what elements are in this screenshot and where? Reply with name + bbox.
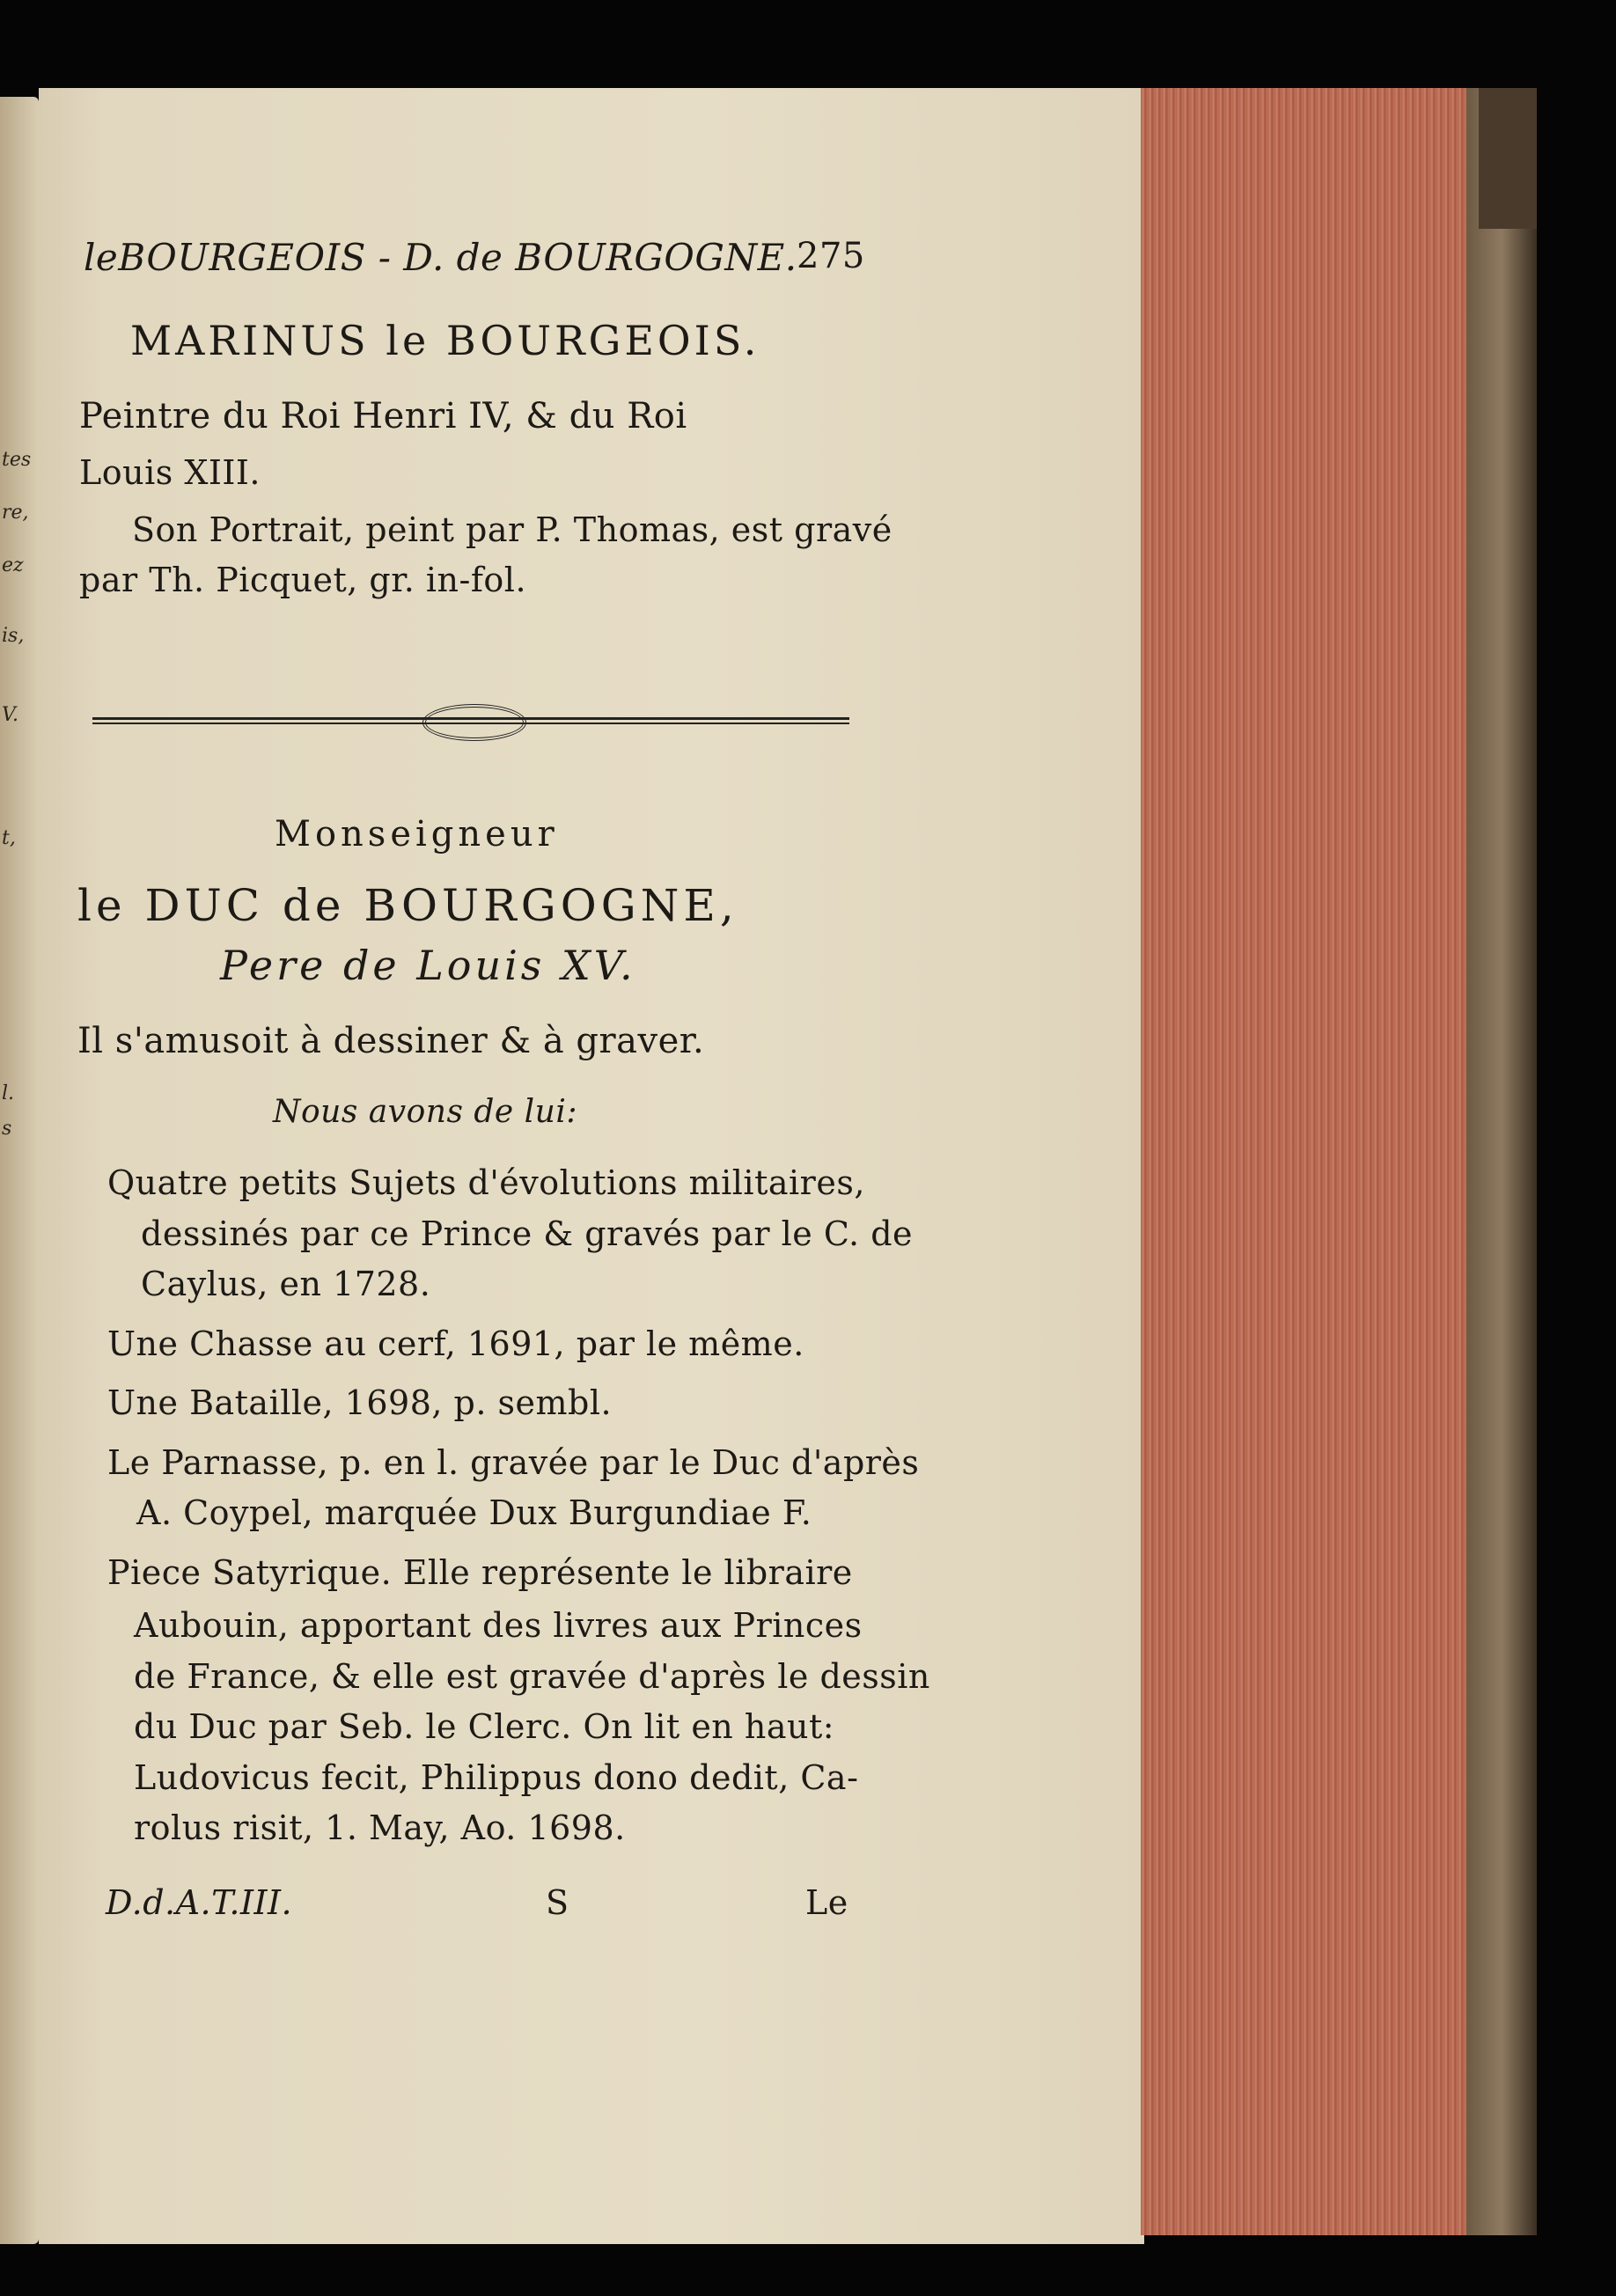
previous-page-edge (0, 97, 39, 2244)
list-item: de France, & elle est gravée d'après le dessin (134, 1657, 930, 1696)
subheading: Nous avons de lui: (273, 1094, 577, 1130)
list-item: Ludovicus fecit, Philippus dono dedit, Ca- (134, 1758, 859, 1797)
prev-fragment: tes (2, 449, 32, 471)
list-item: Aubouin, apportant des livres aux Princes (134, 1606, 863, 1645)
list-item: du Duc par Seb. le Clerc. On lit en haut: (134, 1707, 835, 1746)
entry-text: Louis XIII. (79, 453, 261, 492)
catchword: Le (805, 1883, 848, 1922)
entry-text: par Th. Picquet, gr. in-fol. (79, 561, 527, 599)
prev-fragment: V. (2, 704, 19, 726)
page-number: 275 (797, 236, 865, 276)
entry-subtitle: Pere de Louis XV. (220, 942, 636, 989)
prev-fragment: is, (2, 625, 25, 647)
list-item: Le Parnasse, p. en l. gravée par le Duc d'après (107, 1443, 920, 1482)
signature-mark: D.d.A.T.III. (106, 1883, 293, 1922)
list-item: Une Bataille, 1698, p. sembl. (107, 1383, 613, 1422)
page-block-edge (1141, 88, 1466, 2235)
list-item: Une Chasse au cerf, 1691, par le même. (107, 1324, 804, 1363)
prev-fragment: s (2, 1118, 12, 1140)
list-item: Caylus, en 1728. (141, 1265, 431, 1303)
list-item: Piece Satyrique. Elle représente le libraire (107, 1553, 853, 1592)
entry-title: le DUC de BOURGOGNE, (77, 880, 738, 931)
entry-title: Monseigneur (275, 814, 559, 855)
divider-ornament (422, 704, 526, 741)
list-item: Quatre petits Sujets d'évolutions militaires, (107, 1163, 865, 1202)
book-spine (1466, 88, 1537, 2235)
running-title: leBOURGEOIS - D. de BOURGOGNE. (84, 236, 797, 279)
list-item: A. Coypel, marquée Dux Burgundiae F. (136, 1493, 812, 1532)
prev-fragment: t, (2, 827, 16, 849)
list-item: rolus risit, 1. May, Ao. 1698. (134, 1808, 626, 1847)
entry-text: Il s'amusoit à dessiner & à graver. (77, 1021, 705, 1061)
entry-text: Son Portrait, peint par P. Thomas, est gravé (132, 510, 892, 549)
list-item: dessinés par ce Prince & gravés par le C. de (141, 1214, 914, 1253)
prev-fragment: l. (2, 1082, 15, 1104)
entry-text: Peintre du Roi Henri IV, & du Roi (79, 396, 687, 436)
entry-title: MARINUS le BOURGEOIS. (130, 317, 760, 364)
signature-letter: S (546, 1883, 569, 1922)
prev-fragment: ez (2, 554, 24, 576)
prev-fragment: re, (2, 502, 29, 524)
spine-top (1479, 88, 1537, 229)
